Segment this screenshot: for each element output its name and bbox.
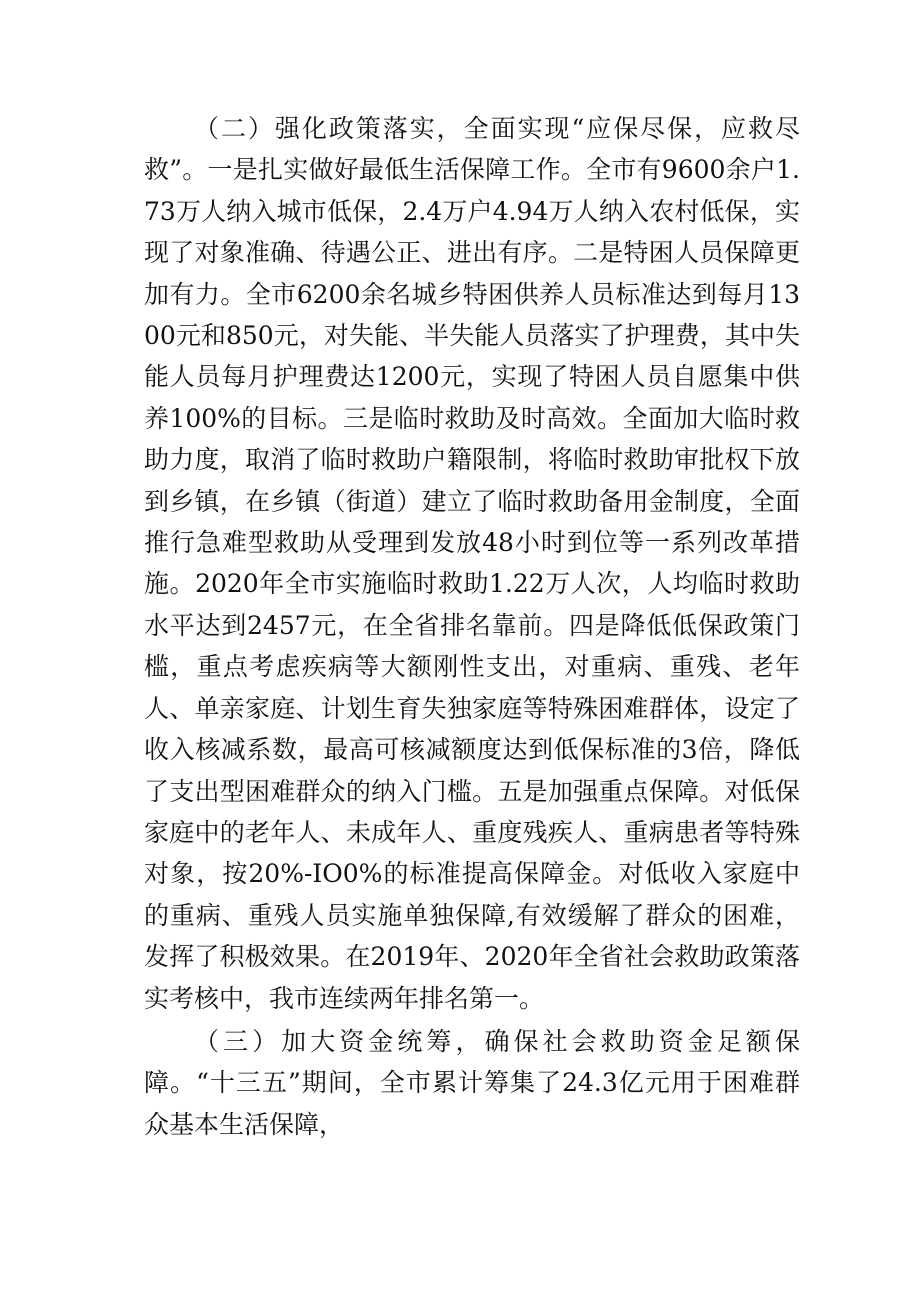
paragraph-funding: （三）加大资金统筹，确保社会救助资金足额保障。“十三五”期间，全市累计筹集了24.3亿元用于困难群众基本生活保障， [144, 1026, 800, 1139]
paragraph-policy-implementation: （二）强化政策落实，全面实现“应保尽保，应救尽救”。一是扎实做好最低生活保障工作。全市有9600余户1.73万人纳入城市低保，2.4万户4.94万人纳入农村低保，实现了对象准确、待遇公正、进出有序。二是特困人员保障更加有力。全市6200余名城乡特困供养人员标准达到每月1300元和850元，对失能、半失能人员落实了护理费，其中失能人员每月护理费达1200元，实现了特困人员自愿集中供养100%的目标。三是临时救助及时高效。全面加大临时救助力度，取消了临时救助户籍限制，将临时救助审批权下放到乡镇，在乡镇（街道）建立了临时救助备用金制度，全面推行急难型救助从受理到发放48小时到位等一系列改革措施。2020年全市实施临时救助1.22万人次，人均临时救助水平达到2457元，在全省排名靠前。四是降低低保政策门槛，重点考虑疾病等大额刚性支出，对重病、重残、老年人、单亲家庭、计划生育失独家庭等特殊困难群体，设定了收入核减系数，最高可核减额度达到低保标准的3倍，降低了支出型困难群众的纳入门槛。五是加强重点保障。对低保家庭中的老年人、未成年人、重度残疾人、重病患者等特殊对象，按20%-IO0%的标准提高保障金。对低收入家庭中的重病、重残人员实施单独保障,有效缓解了群众的困难，发挥了积极效果。在2019年、2020年全省社会救助政策落实考核中，我市连续两年排名第一。 [144, 114, 800, 1013]
